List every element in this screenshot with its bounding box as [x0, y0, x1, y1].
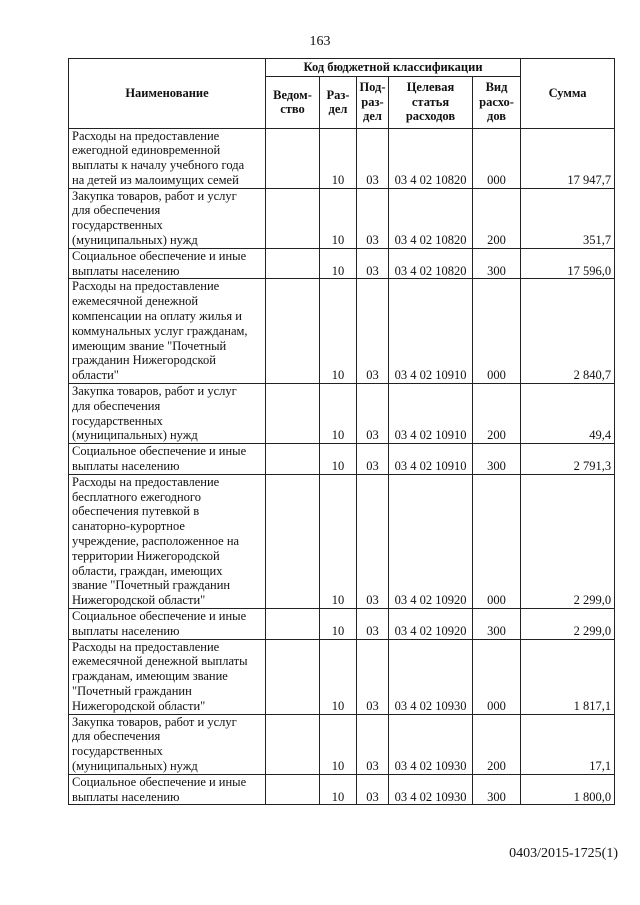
row-name-line: Нижегородской области": [72, 593, 206, 608]
cell-summa: 17,1: [521, 714, 615, 774]
row-name-line: (муниципальных) нужд: [72, 758, 198, 773]
row-name: [69, 188, 266, 248]
row-name-line: области, граждан, имеющих: [72, 563, 223, 578]
cell-vid: 300: [473, 444, 521, 475]
row-name-line: (муниципальных) нужд: [72, 233, 198, 248]
row-name: [69, 279, 266, 384]
row-name: [69, 774, 266, 805]
cell-vid: 200: [473, 188, 521, 248]
row-name-line: на детей из малоимущих семей: [72, 172, 239, 187]
row-name-line: компенсации на оплату жилья и: [72, 309, 242, 324]
row-name-line: выплаты населению: [72, 789, 180, 804]
row-name-line: имеющим звание "Почетный: [72, 338, 227, 353]
cell-celevaya: 03 4 02 10930: [389, 639, 473, 714]
table-row: [69, 384, 615, 444]
budget-table: [68, 58, 615, 805]
cell-podrazdel: 03: [357, 639, 389, 714]
cell-summa: 1 800,0: [521, 774, 615, 805]
row-name-line: Нижегородской области": [72, 698, 206, 713]
row-name: [69, 639, 266, 714]
cell-celevaya: 03 4 02 10820: [389, 188, 473, 248]
row-name: [69, 444, 266, 475]
cell-vedomstvo: [266, 188, 320, 248]
cell-podrazdel: 03: [357, 128, 389, 188]
table-row: [69, 444, 615, 475]
row-name-line: области": [72, 368, 119, 383]
header-podrazdel: Под- раз- дел: [357, 76, 389, 128]
row-name-line: ежемесячной денежной: [72, 294, 199, 309]
cell-summa: 17 596,0: [521, 248, 615, 279]
table-header: [69, 59, 615, 129]
cell-razdel: 10: [320, 714, 357, 774]
header-name: Наименование: [69, 59, 266, 129]
header-vedomstvo: Ведом- ство: [266, 76, 320, 128]
cell-vid: 300: [473, 609, 521, 640]
cell-vedomstvo: [266, 609, 320, 640]
cell-vid: 300: [473, 774, 521, 805]
row-name-line: Расходы на предоставление: [72, 639, 220, 654]
cell-vedomstvo: [266, 474, 320, 608]
row-name-line: выплаты к началу учебного года: [72, 158, 245, 173]
table-row: [69, 279, 615, 384]
row-name: [69, 128, 266, 188]
cell-vid: 200: [473, 384, 521, 444]
cell-razdel: 10: [320, 279, 357, 384]
row-name-line: обеспечения путевкой в: [72, 504, 200, 519]
header-celevaya: Целевая статья расходов: [389, 76, 473, 128]
cell-razdel: 10: [320, 384, 357, 444]
cell-summa: 2 791,3: [521, 444, 615, 475]
row-name-line: государственных: [72, 413, 163, 428]
row-name-line: Социальное обеспечение и иные: [72, 444, 247, 459]
row-name-line: "Почетный гражданин: [72, 683, 192, 698]
row-name-line: государственных: [72, 218, 163, 233]
cell-podrazdel: 03: [357, 474, 389, 608]
row-name-line: гражданам, имеющим звание: [72, 669, 228, 684]
row-name-line: бесплатного ежегодного: [72, 489, 201, 504]
row-name-line: звание "Почетный гражданин: [72, 578, 231, 593]
table-body: [69, 128, 615, 805]
cell-celevaya: 03 4 02 10930: [389, 714, 473, 774]
cell-podrazdel: 03: [357, 609, 389, 640]
cell-celevaya: 03 4 02 10820: [389, 128, 473, 188]
cell-podrazdel: 03: [357, 248, 389, 279]
row-name-line: Закупка товаров, работ и услуг: [72, 384, 237, 399]
table-row: [69, 714, 615, 774]
cell-vedomstvo: [266, 714, 320, 774]
table-row: [69, 188, 615, 248]
row-name-line: санаторно-курортное: [72, 519, 185, 534]
row-name-line: ежегодной единовременной: [72, 143, 221, 158]
cell-summa: 49,4: [521, 384, 615, 444]
table-row: [69, 639, 615, 714]
row-name: [69, 248, 266, 279]
row-name-line: (муниципальных) нужд: [72, 428, 198, 443]
cell-podrazdel: 03: [357, 188, 389, 248]
cell-summa: 2 840,7: [521, 279, 615, 384]
row-name-line: для обеспечения: [72, 729, 161, 744]
cell-vid: 000: [473, 639, 521, 714]
row-name-line: Расходы на предоставление: [72, 128, 220, 143]
cell-vedomstvo: [266, 248, 320, 279]
cell-podrazdel: 03: [357, 384, 389, 444]
cell-celevaya: 03 4 02 10910: [389, 384, 473, 444]
cell-summa: 2 299,0: [521, 474, 615, 608]
cell-razdel: 10: [320, 248, 357, 279]
cell-vedomstvo: [266, 639, 320, 714]
cell-razdel: 10: [320, 188, 357, 248]
cell-celevaya: 03 4 02 10910: [389, 279, 473, 384]
cell-vedomstvo: [266, 444, 320, 475]
row-name-line: Социальное обеспечение и иные: [72, 774, 247, 789]
document-code: 0403/2015-1725(1): [509, 846, 618, 861]
cell-vid: 200: [473, 714, 521, 774]
cell-podrazdel: 03: [357, 774, 389, 805]
row-name: [69, 714, 266, 774]
row-name-line: Социальное обеспечение и иные: [72, 248, 247, 263]
cell-summa: 1 817,1: [521, 639, 615, 714]
cell-celevaya: 03 4 02 10930: [389, 774, 473, 805]
cell-vid: 000: [473, 279, 521, 384]
cell-razdel: 10: [320, 444, 357, 475]
cell-celevaya: 03 4 02 10920: [389, 609, 473, 640]
header-vid: Вид расхо- дов: [473, 76, 521, 128]
cell-vid: 000: [473, 128, 521, 188]
row-name-line: территории Нижегородской: [72, 548, 220, 563]
cell-summa: 17 947,7: [521, 128, 615, 188]
cell-razdel: 10: [320, 639, 357, 714]
row-name-line: выплаты населению: [72, 263, 180, 278]
header-razdel: Раз- дел: [320, 76, 357, 128]
table-row: [69, 774, 615, 805]
cell-vedomstvo: [266, 128, 320, 188]
table-row: [69, 128, 615, 188]
cell-razdel: 10: [320, 609, 357, 640]
row-name-line: гражданин Нижегородской: [72, 353, 216, 368]
cell-vedomstvo: [266, 279, 320, 384]
row-name-line: для обеспечения: [72, 398, 161, 413]
cell-celevaya: 03 4 02 10910: [389, 444, 473, 475]
cell-podrazdel: 03: [357, 444, 389, 475]
row-name: [69, 609, 266, 640]
row-name-line: Расходы на предоставление: [72, 474, 220, 489]
row-name-line: Закупка товаров, работ и услуг: [72, 188, 237, 203]
row-name-line: учреждение, расположенное на: [72, 534, 240, 549]
header-kbk: Код бюджетной классификации: [266, 59, 521, 77]
row-name-line: Закупка товаров, работ и услуг: [72, 714, 237, 729]
cell-summa: 2 299,0: [521, 609, 615, 640]
cell-vedomstvo: [266, 384, 320, 444]
row-name-line: коммунальных услуг гражданам,: [72, 323, 248, 338]
row-name-line: выплаты населению: [72, 623, 180, 638]
row-name: [69, 384, 266, 444]
row-name-line: Социальное обеспечение и иные: [72, 609, 247, 623]
cell-celevaya: 03 4 02 10820: [389, 248, 473, 279]
cell-razdel: 10: [320, 774, 357, 805]
cell-vedomstvo: [266, 774, 320, 805]
row-name-line: для обеспечения: [72, 203, 161, 218]
cell-razdel: 10: [320, 474, 357, 608]
table-row: [69, 248, 615, 279]
row-name: [69, 474, 266, 608]
row-name-line: выплаты населению: [72, 459, 180, 474]
cell-razdel: 10: [320, 128, 357, 188]
row-name-line: ежемесячной денежной выплаты: [72, 654, 248, 669]
cell-vid: 000: [473, 474, 521, 608]
table-row: [69, 474, 615, 608]
page-number: 163: [309, 34, 331, 49]
cell-vid: 300: [473, 248, 521, 279]
cell-celevaya: 03 4 02 10920: [389, 474, 473, 608]
cell-summa: 351,7: [521, 188, 615, 248]
cell-podrazdel: 03: [357, 279, 389, 384]
table-row: [69, 609, 615, 640]
row-name-line: Расходы на предоставление: [72, 279, 220, 294]
header-summa: Сумма: [521, 59, 615, 129]
cell-podrazdel: 03: [357, 714, 389, 774]
row-name-line: государственных: [72, 744, 163, 759]
